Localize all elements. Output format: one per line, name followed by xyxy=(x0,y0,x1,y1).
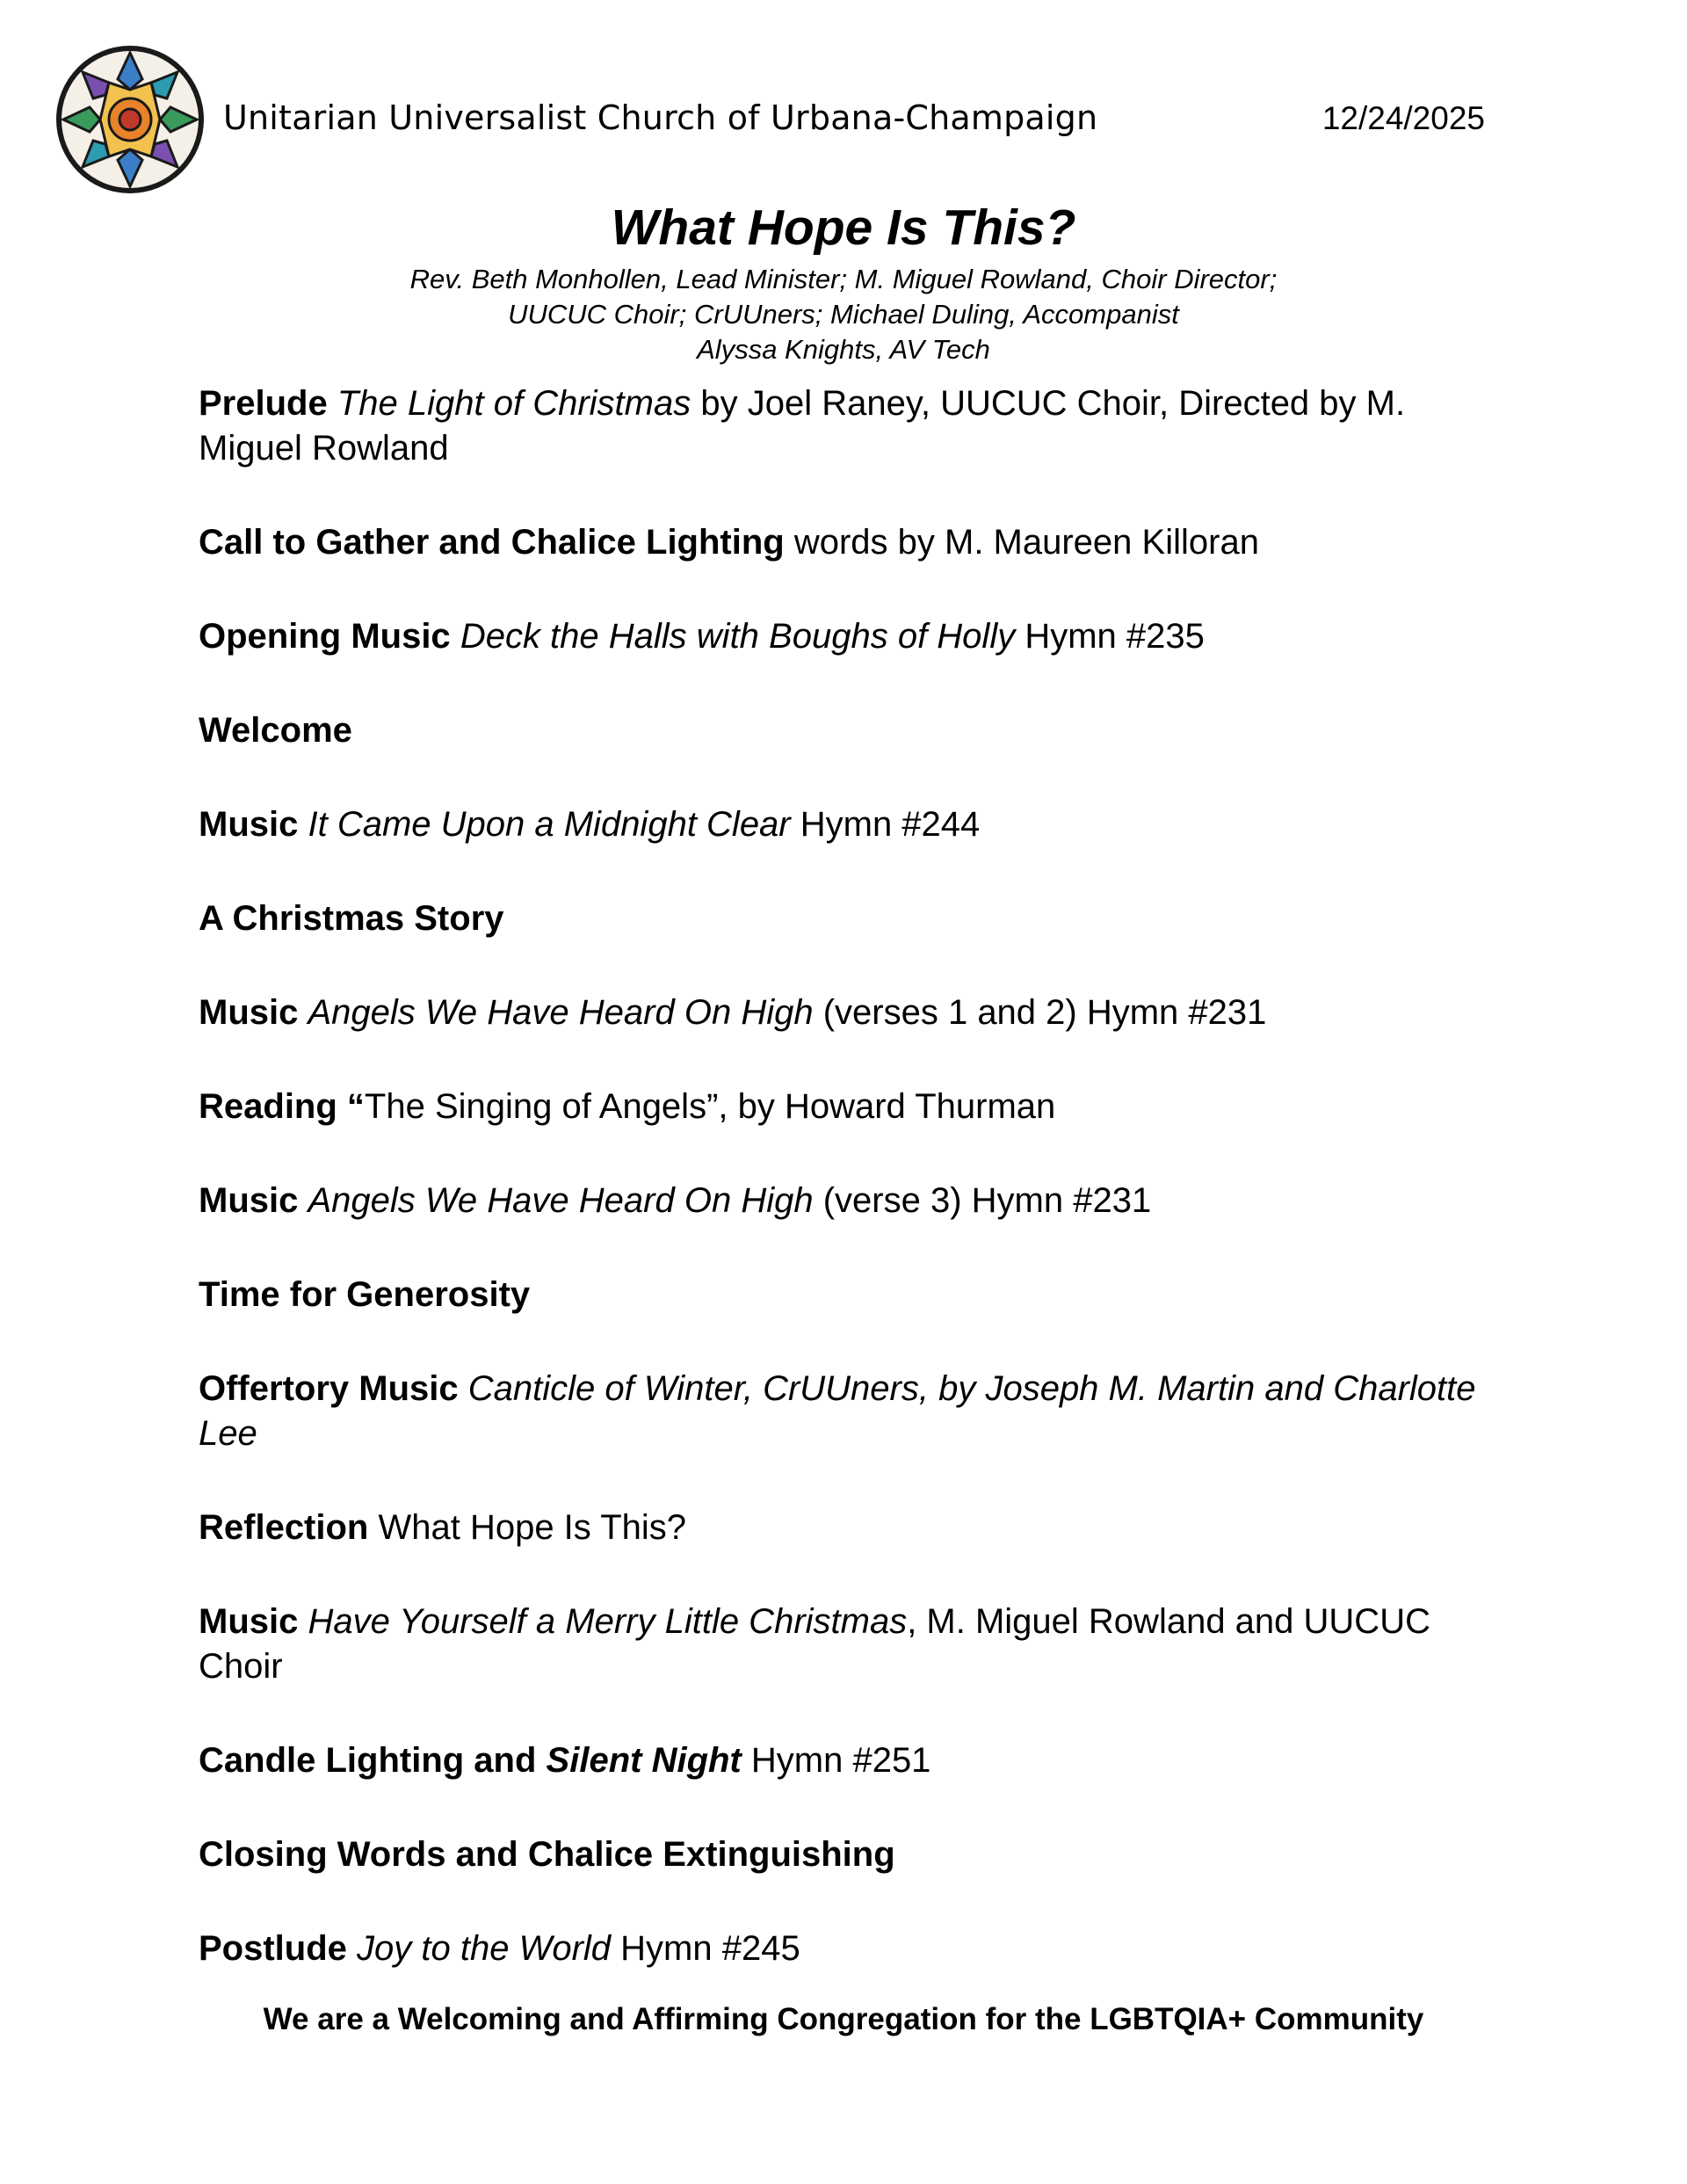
program-item-title: Have Yourself a Merry Little Christmas xyxy=(308,1602,908,1641)
program-item xyxy=(199,990,1499,1035)
program-item-detail: Hymn #245 xyxy=(611,1929,800,1968)
welcoming-statement: We are a Welcoming and Affirming Congregation for the LGBTQIA+ Community xyxy=(263,2002,1424,2036)
program-item xyxy=(199,1926,1499,1971)
program-item-detail: What Hope Is This? xyxy=(368,1508,686,1547)
order-of-service xyxy=(199,381,1499,2021)
program-item-title: Joy to the World xyxy=(357,1929,612,1968)
program-item-detail: Hymn #244 xyxy=(790,805,981,844)
program-item-label: Candle Lighting and xyxy=(199,1741,537,1780)
program-item-detail: words by M. Maureen Killoran xyxy=(784,523,1259,562)
program-item-detail: Hymn #235 xyxy=(1015,617,1205,656)
program-item xyxy=(199,1085,1499,1129)
program-item-title: It Came Upon a Midnight Clear xyxy=(308,805,791,844)
program-item xyxy=(199,1600,1499,1689)
program-item xyxy=(199,1506,1499,1550)
program-item-title: Silent Night xyxy=(546,1741,742,1780)
program-item-label: Music xyxy=(199,1602,299,1641)
program-item-label: Music xyxy=(199,1181,299,1220)
program-item xyxy=(199,1367,1499,1456)
program-item-label: Reading “ xyxy=(199,1087,365,1126)
service-credits xyxy=(0,262,1687,367)
program-item xyxy=(199,1273,1499,1317)
program-item xyxy=(199,614,1499,659)
program-item-detail: The Singing of Angels”, by Howard Thurman xyxy=(364,1087,1056,1126)
program-item-label: A Christmas Story xyxy=(199,899,504,938)
credits-line: Rev. Beth Monhollen, Lead Minister; M. Miguel Rowland, Choir Director; xyxy=(409,264,1278,294)
program-item-label: Welcome xyxy=(199,711,352,750)
church-logo-icon xyxy=(54,44,206,195)
program-item-label: Prelude xyxy=(199,384,328,423)
program-item-label: Music xyxy=(199,993,299,1032)
program-item-label: Time for Generosity xyxy=(199,1275,531,1314)
program-item-detail: by Joel Raney, UUCUC Choir, Directed by M. Miguel Rowland xyxy=(199,384,1406,468)
church-name: Unitarian Universalist Church of Urbana-Champaign xyxy=(223,98,1098,137)
program-item-label: Closing Words and Chalice Extinguishing xyxy=(199,1835,895,1874)
program-item xyxy=(199,381,1499,471)
program-item-label: Music xyxy=(199,805,299,844)
program-item-title: Deck the Halls with Boughs of Holly xyxy=(460,617,1016,656)
program-item xyxy=(199,1738,1499,1783)
program-item-label: Postlude xyxy=(199,1929,347,1968)
program-item-title: The Light of Christmas xyxy=(337,384,691,423)
credits-line: Alyssa Knights, AV Tech xyxy=(697,334,990,365)
program-item-title: Angels We Have Heard On High xyxy=(308,1181,814,1220)
program-item xyxy=(199,520,1499,565)
program-item xyxy=(199,708,1499,753)
program-item xyxy=(199,896,1499,941)
program-item-detail: , M. Miguel Rowland and UUCUC Choir xyxy=(199,1602,1430,1686)
program-item-detail: (verse 3) Hymn #231 xyxy=(813,1181,1152,1220)
program-item-title: Canticle of Winter, CrUUners, by Joseph M. Martin and Charlotte Lee xyxy=(199,1369,1476,1453)
program-item-label: Offertory Music xyxy=(199,1369,459,1408)
service-title: What Hope Is This? xyxy=(611,200,1076,256)
program-item-detail: (verses 1 and 2) Hymn #231 xyxy=(813,993,1267,1032)
program-item xyxy=(199,1179,1499,1223)
program-item xyxy=(199,802,1499,847)
program-item-label: Opening Music xyxy=(199,617,451,656)
program-item xyxy=(199,1832,1499,1877)
credits-line: UUCUC Choir; CrUUners; Michael Duling, Accompanist xyxy=(508,299,1179,330)
program-item-title: Angels We Have Heard On High xyxy=(308,993,814,1032)
program-item-label: Reflection xyxy=(199,1508,369,1547)
service-date: 12/24/2025 xyxy=(1321,100,1485,136)
program-item-label: Call to Gather and Chalice Lighting xyxy=(199,523,785,562)
program-item-detail: Hymn #251 xyxy=(741,1741,931,1780)
